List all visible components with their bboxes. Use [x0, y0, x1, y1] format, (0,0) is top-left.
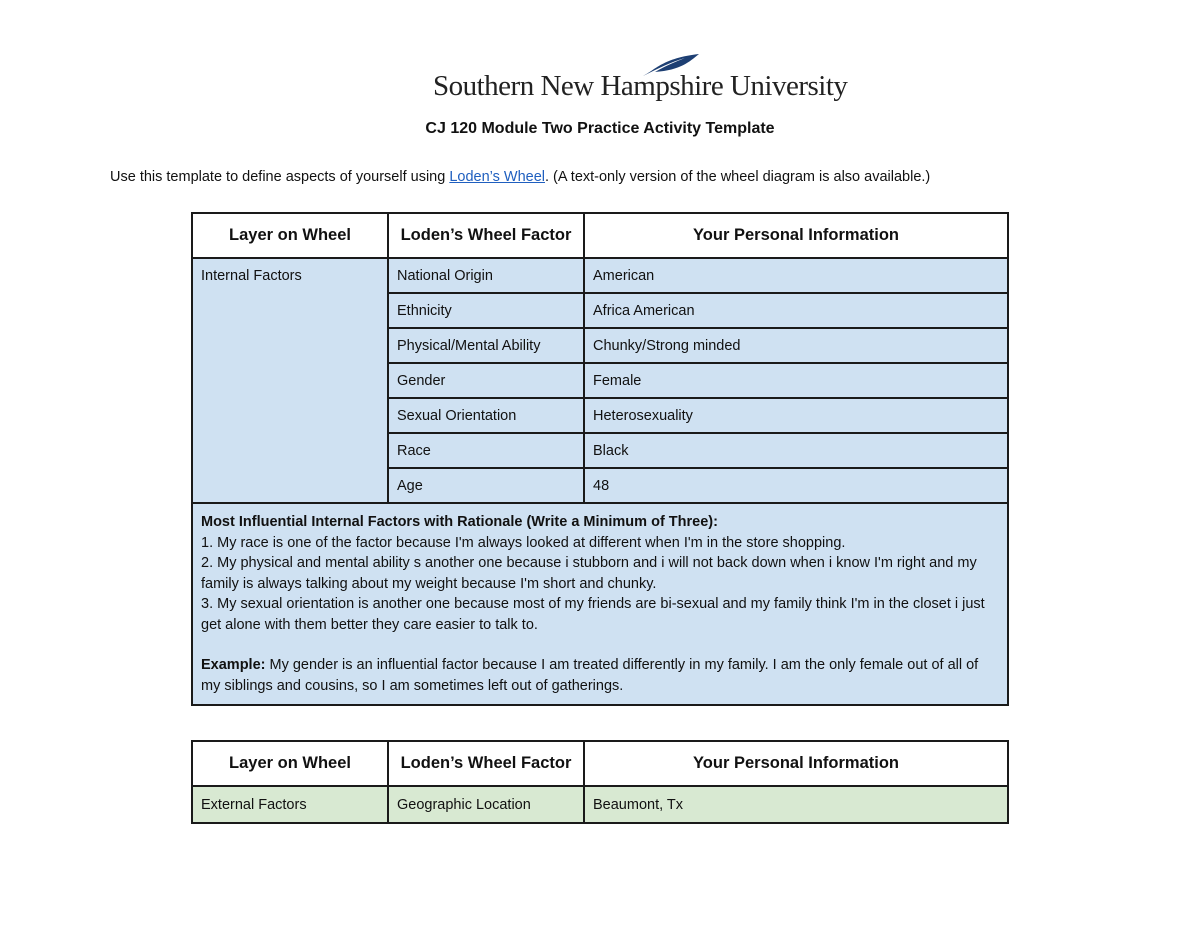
rationale-heading: Most Influential Internal Factors with Rationale (Write a Minimum of Three):	[201, 514, 718, 530]
factor-cell: Ethnicity	[388, 293, 584, 328]
table-header-row	[192, 213, 1008, 258]
table-row	[192, 258, 1008, 293]
external-factors-table	[191, 740, 1009, 824]
info-cell[interactable]: Black	[584, 433, 1008, 468]
header-factor: Loden’s Wheel Factor	[388, 213, 584, 258]
example-text: My gender is an influential factor because I am treated differently in my family. I am the only female out of all of my siblings and cousins, so I am sometimes left out of gatherings.	[201, 657, 979, 694]
header-factor: Loden’s Wheel Factor	[388, 741, 584, 786]
factor-cell: Age	[388, 468, 584, 503]
example-paragraph	[201, 655, 999, 696]
rationale-item: 1. My race is one of the factor because I'm always looked at different when I'm in the store shopping.	[201, 534, 846, 551]
rationale-item: 3. My sexual orientation is another one because most of my friends are bi-sexual and my family think I'm in the closet i just get alone with them better they care easier to talk to.	[201, 596, 985, 633]
info-cell[interactable]: American	[584, 258, 1008, 293]
rationale-item: 2. My physical and mental ability s another one because i stubborn and i will not back down when i know I'm right and my family is always talking about my weight because I'm short and chunky.	[201, 555, 977, 592]
header-layer: Layer on Wheel	[192, 741, 388, 786]
table-row	[192, 786, 1008, 823]
layer-cell: Internal Factors	[192, 258, 388, 503]
info-cell[interactable]: Africa American	[584, 293, 1008, 328]
info-cell[interactable]: Heterosexuality	[584, 398, 1008, 433]
spacer	[201, 635, 999, 655]
info-cell[interactable]: Beaumont, Tx	[584, 786, 1008, 823]
lodens-wheel-link[interactable]: Loden’s Wheel	[449, 169, 545, 185]
info-cell[interactable]: 48	[584, 468, 1008, 503]
info-cell[interactable]: Female	[584, 363, 1008, 398]
table-header-row	[192, 741, 1008, 786]
page-title: CJ 120 Module Two Practice Activity Template	[425, 120, 775, 137]
factor-cell: National Origin	[388, 258, 584, 293]
university-logo	[433, 52, 848, 106]
example-label: Example:	[201, 657, 266, 673]
intro-after-link: . (A text-only version of the wheel diagram is also available.)	[545, 169, 931, 185]
factor-cell: Geographic Location	[388, 786, 584, 823]
header-personal-info: Your Personal Information	[584, 213, 1008, 258]
internal-factors-table	[191, 212, 1009, 706]
layer-cell: External Factors	[192, 786, 388, 823]
header-layer: Layer on Wheel	[192, 213, 388, 258]
factor-cell: Physical/Mental Ability	[388, 328, 584, 363]
factor-cell: Sexual Orientation	[388, 398, 584, 433]
notes-row	[192, 503, 1008, 705]
info-cell[interactable]: Chunky/Strong minded	[584, 328, 1008, 363]
factor-cell: Gender	[388, 363, 584, 398]
intro-text	[110, 169, 930, 185]
rationale-cell[interactable]	[192, 503, 1008, 705]
header-personal-info: Your Personal Information	[584, 741, 1008, 786]
intro-before-link: Use this template to define aspects of yourself using	[110, 169, 450, 185]
logo-wordmark: Southern New Hampshire University	[433, 70, 848, 102]
factor-cell: Race	[388, 433, 584, 468]
